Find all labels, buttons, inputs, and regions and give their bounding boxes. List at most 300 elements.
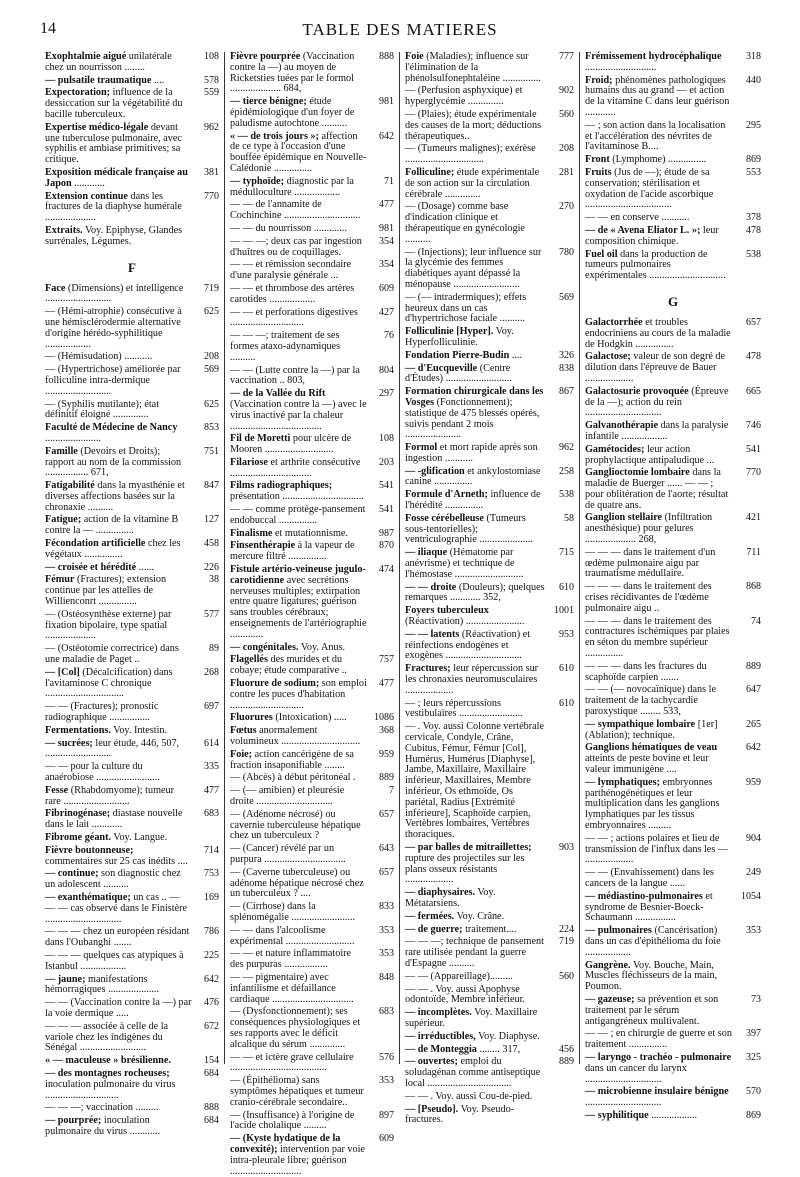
entry-page-number: 108 [204, 51, 219, 62]
index-entry [230, 643, 394, 654]
entry-page-number: 325 [746, 1051, 761, 1063]
entry-description: Voy. Crâne. [456, 910, 505, 922]
entry-heading: Fœtus [230, 725, 257, 737]
index-entry [585, 961, 761, 993]
entry-description: — — — associée à celle de la variole chez les indigènes du Sénégal .......................... [45, 1020, 169, 1054]
index-entry [45, 610, 219, 642]
entry-heading: Filariose [230, 456, 268, 468]
entry-text [585, 685, 734, 717]
index-entry [405, 490, 574, 512]
entry-description: son diagnostic chez un adolescent .......... [45, 868, 181, 891]
entry-description: inoculation pulmonaire du virus ............................. [45, 1078, 176, 1101]
entry-page-number: 1054 [741, 890, 761, 902]
entry-description: et troubles endocriniens au cours de la maladie de Hodgkin ............... [585, 316, 731, 350]
entry-heading: — irréductibles, [405, 1030, 476, 1042]
index-entry [45, 1069, 219, 1101]
index-entry [45, 52, 219, 74]
entry-page-number: 326 [559, 349, 574, 361]
entry-heading: Finalisme [230, 527, 273, 539]
entry-page-number: 684 [204, 1067, 219, 1079]
index-entry [230, 224, 394, 235]
entry-heading: — laryngo - trachéo - pulmonaire [585, 1051, 732, 1063]
entry-text [405, 443, 547, 465]
entry-text [405, 937, 547, 969]
entry-description: (Lymphome) ............... [612, 154, 707, 166]
entry-page-number: 295 [746, 119, 761, 131]
entry-text [405, 925, 547, 936]
index-entry [230, 541, 394, 563]
entry-description: — (Syphilis mutilante); état définitif éloigné .............. [45, 398, 160, 421]
entry-heading: — — latents [405, 628, 460, 640]
index-entry [45, 644, 219, 666]
entry-page-number: 889 [559, 1056, 574, 1068]
entry-text [45, 644, 192, 666]
entry-page-number: 397 [746, 1028, 761, 1040]
entry-text [405, 1045, 547, 1056]
entry-page-number: 657 [379, 808, 394, 820]
entry-text [45, 893, 192, 925]
entry-text [585, 168, 734, 211]
index-entry [230, 926, 394, 948]
index-entry [585, 213, 761, 224]
entry-description: son emploi contre les puces d'habitation ............................. [230, 678, 367, 711]
entry-page-number: 353 [379, 924, 394, 936]
entry-heading: — pourprée; [45, 1115, 102, 1127]
entry-page-number: 559 [204, 87, 219, 99]
entry-page-number: 643 [379, 843, 394, 855]
entry-page-number: 478 [746, 224, 761, 236]
entry-page-number: 770 [204, 190, 219, 202]
index-entry [45, 123, 219, 166]
entry-description: — — (Appareillage)......... [405, 970, 513, 982]
entry-page-number: 746 [746, 420, 761, 432]
entry-page-number: 751 [204, 445, 219, 457]
entry-heading: — exanthématique; [45, 891, 131, 903]
entry-text [45, 168, 192, 190]
entry-heading: Galvanothérapie [585, 420, 659, 432]
entry-text [230, 949, 367, 971]
entry-description: — — —; technique de pansement rare utilisée pendant la guerre d'Espagne .......... [405, 936, 544, 969]
entry-description: dans la maladie de Buerger ...... — — ; pour oblitération de l'aorte; résultat de quatre ans. [585, 467, 729, 511]
index-entry [405, 722, 574, 841]
index-entry [45, 447, 219, 479]
entry-text [405, 630, 547, 662]
index-entry [405, 443, 574, 465]
index-entry [585, 892, 761, 924]
entry-description: à la vapeur de mercure filtré ............... [230, 540, 355, 563]
index-entry [230, 1134, 394, 1177]
entry-heading: Expectoration; [45, 87, 111, 99]
entry-description: — — . Voy. aussi Cou-de-pied. [405, 1090, 533, 1102]
entry-description: action cancérigène de sa fraction insaponifiable ........ [230, 748, 354, 771]
entry-text [230, 1076, 367, 1108]
entry-description: — (— intradermiques); effets heureux dans un cas d'hypertrichose faciale .......... [405, 291, 527, 325]
index-entry [405, 583, 574, 605]
entry-page-number: 753 [204, 868, 219, 880]
entry-heading: Extraits. [45, 224, 83, 236]
entry-heading: — (Kyste hydatique de la convexité); [230, 1133, 341, 1155]
entry-text [230, 200, 367, 222]
entry-text [45, 1103, 192, 1114]
entry-description: — — dans l'alcoolisme expérimental ........................... [230, 924, 355, 947]
entry-page-number: 208 [559, 143, 574, 155]
index-entry [585, 685, 761, 717]
entry-text [45, 515, 192, 537]
index-entry [405, 364, 574, 386]
entry-description: — (Tumeurs malignes); exérèse ............................... [405, 143, 536, 166]
section-letter: G [667, 293, 679, 309]
entry-description: .... [153, 74, 165, 86]
entry-description: Voy. Langue. [113, 832, 168, 843]
entry-page-number: 962 [559, 442, 574, 454]
index-entry [230, 284, 394, 306]
entry-description: (Dimensions) et intelligence .......................... [45, 282, 184, 305]
entry-text [45, 998, 192, 1020]
entry-description: leur étude, 446, 507, .......................... [45, 737, 180, 760]
index-entry [405, 888, 574, 910]
entry-page-number: 780 [559, 246, 574, 258]
entry-page-number: 889 [746, 660, 761, 672]
index-entry [230, 810, 394, 842]
entry-page-number: 478 [746, 351, 761, 363]
entry-description: (Vaccination contre la —) avec le virus inactivé par la chaleur .................................... [230, 398, 367, 432]
entry-page-number: 577 [204, 608, 219, 620]
entry-description: un cas .. — — — cas observé dans le Finistère .............................. [45, 891, 188, 925]
entry-text [585, 743, 734, 775]
entry-description: Voy. Intestin. [113, 724, 168, 736]
entry-text [405, 110, 547, 142]
index-entry [405, 248, 574, 291]
entry-description: (Décalcification) dans l'avitaminose C chronique ............................... [45, 666, 173, 700]
index-entry [230, 973, 394, 1005]
entry-text [45, 833, 192, 844]
entry-description: — (Abcès) à début péritonéal . [230, 772, 356, 784]
entry-heading: Ganglioctomie lombaire [585, 467, 690, 479]
entry-text [45, 52, 192, 74]
entry-page-number: 889 [379, 772, 394, 784]
entry-text [45, 846, 192, 868]
index-entry [585, 121, 761, 153]
entry-text [230, 773, 367, 784]
entry-description: leur composition chimique. [585, 224, 719, 247]
index-entry [45, 809, 219, 831]
entry-heading: Front [585, 154, 610, 166]
entry-text [405, 1092, 547, 1103]
index-entry [405, 912, 574, 923]
entry-heading: — [Col] [45, 666, 80, 678]
index-entry [45, 975, 219, 997]
entry-description: (Douleurs); quelques remarques ............ 352, [405, 581, 545, 604]
entry-text [45, 1069, 192, 1101]
entry-description: Voy. Epiphyse, Glandes surrénales, Légumes. [45, 224, 183, 247]
index-entry [230, 773, 394, 784]
entry-text [45, 726, 192, 737]
index-entry [585, 513, 761, 545]
entry-text [405, 52, 547, 84]
entry-heading: — syphilitique [585, 1109, 649, 1121]
index-entry [230, 177, 394, 199]
entry-page-number: 297 [379, 388, 394, 400]
entry-description: commentaires sur 25 cas inédits .... [45, 855, 188, 867]
index-entry [585, 421, 761, 443]
entry-description: — (Dysfonctionnement); ses conséquences physiologiques et ses rapports avec le déficit alcalique du sérum .............. [230, 1006, 361, 1050]
entry-description: [1er] (Ablation); technique. [585, 718, 718, 741]
entry-text [585, 995, 734, 1027]
entry-text [405, 86, 547, 108]
entry-heading: — tierce bénigne; [230, 96, 307, 108]
entry-heading: Fondation Pierre-Budin [405, 349, 510, 361]
entry-page-number: 870 [379, 540, 394, 552]
entry-text [230, 308, 367, 330]
entry-description: traitement.... [465, 923, 517, 935]
entry-page-number: 569 [559, 291, 574, 303]
entry-description: — (Insuffisance) à l'origine de l'acide cholalique ......... [230, 1109, 355, 1132]
entry-heading: Fatigue; [45, 514, 82, 526]
index-entry [405, 972, 574, 983]
entry-description: sa prévention et son traitement par le sérum antigangréneux multivalent. [585, 993, 719, 1027]
entry-text [585, 778, 734, 832]
entry-description: — (Ostéosynthèse externe) par fixation bipolaire, type spatial .................... [45, 608, 172, 642]
entry-text [45, 739, 192, 761]
entry-text [230, 868, 367, 900]
entry-text [45, 539, 192, 561]
index-entry [230, 1053, 394, 1075]
entry-heading: Finsenthérapie [230, 540, 296, 552]
index-entry [230, 237, 394, 259]
index-entry [585, 1111, 761, 1122]
entry-description: — (Épithélioma) sans symptômes hépatiques et tumeur cranio-cérébrale secondaire.. [230, 1075, 364, 1108]
entry-page-number: 208 [204, 351, 219, 363]
entry-heading: Formation chirurgicale dans les Vosges [405, 386, 544, 408]
entry-description: dans la myasthénie et diverses affections basées sur la chronaxie .......... [45, 480, 185, 513]
index-entry [405, 1008, 574, 1030]
entry-description: — (Injections); leur influence sur la glycémie des femmes diabétiques ayant dépassé la ménopause .......................... [405, 246, 542, 290]
entry-description: et mort rapide après son ingestion ........... [405, 442, 538, 464]
entry-heading: « — de trois jours »; [230, 130, 319, 142]
entry-text [230, 844, 367, 866]
entry-description: — (Perfusion asphyxique) et hyperglycémie .............. [405, 85, 523, 108]
entry-page-number: 353 [379, 1075, 394, 1087]
entry-heading: — continue; [45, 868, 99, 880]
entry-text [405, 467, 547, 489]
entry-text [45, 809, 192, 831]
entry-text [405, 548, 547, 580]
index-entry [230, 529, 394, 540]
entry-page-number: 476 [204, 997, 219, 1009]
index-entry [45, 893, 219, 925]
index-entry [405, 514, 574, 546]
index-entry [405, 699, 574, 721]
entry-heading: Faculté de Médecine de Nancy [45, 422, 178, 434]
entry-heading: — de guerre; [405, 923, 463, 935]
entry-text [230, 1134, 367, 1177]
entry-page-number: 477 [204, 784, 219, 796]
entry-page-number: 76 [384, 330, 394, 342]
entry-description: étude épidémiologique d'un foyer de paludisme autochtone .......... [230, 96, 355, 129]
entry-page-number: 477 [379, 678, 394, 690]
entry-page-number: 853 [204, 422, 219, 434]
entry-text [585, 662, 734, 684]
entry-heading: — fermées. [405, 910, 455, 922]
entry-description: — — et ictère grave cellulaire ...................................... [230, 1051, 354, 1074]
entry-page-number: 108 [379, 433, 394, 445]
entry-text [405, 583, 547, 605]
entry-heading: Extension continue [45, 190, 128, 202]
entry-description: et syndrome de Besnier-Boeck-Schaumann ................ [585, 890, 713, 924]
index-entry [45, 539, 219, 561]
index-entry [45, 1022, 219, 1054]
entry-heading: Foie [405, 51, 424, 62]
entry-description: présentation ................................ [230, 491, 364, 503]
entry-text [585, 1087, 734, 1109]
entry-text [585, 961, 734, 993]
entry-description: ............ [74, 177, 105, 189]
index-entry [45, 400, 219, 422]
index-entry [405, 664, 574, 696]
entry-description: pour ulcère de Mooren ........................... [230, 433, 352, 456]
index-entry [45, 481, 219, 513]
entry-heading: — pulmonaires [585, 925, 652, 937]
index-entry [585, 318, 761, 350]
entry-description: influence de la dessiccation sur la végétabilité du bacille tuberculeux. [45, 87, 183, 120]
index-entry [405, 925, 574, 936]
entry-page-number: 888 [204, 1102, 219, 1114]
entry-description: (Fonctionnement); statistique de 475 blessés opérés, suivis pendant 2 mois ...................... [405, 396, 540, 441]
index-entry [45, 515, 219, 537]
entry-page-number: 642 [379, 130, 394, 142]
entry-description: — ; son action dans la localisation et l'accélération des névrites de l'avitaminose B.... [585, 119, 726, 153]
index-entry [585, 168, 761, 211]
entry-text [230, 177, 367, 199]
index-entry [230, 132, 394, 175]
entry-page-number: 981 [379, 222, 394, 234]
index-entry [230, 1007, 394, 1050]
entry-text [585, 926, 734, 958]
index-entry [585, 52, 761, 74]
entry-page-number: 560 [559, 970, 574, 982]
index-entry [405, 843, 574, 886]
entry-text [230, 224, 367, 235]
entry-text [45, 563, 192, 574]
index-entry [230, 713, 394, 724]
entry-description: inoculation pulmonaire du virus ............ [45, 1115, 161, 1137]
entry-page-number: 610 [559, 697, 574, 709]
index-entry [405, 327, 574, 349]
entry-heading: Gangrène. [585, 959, 631, 971]
entry-page-number: 541 [379, 480, 394, 492]
entry-description: et ankylostomiase canine ............... [405, 465, 541, 488]
entry-heading: Fuel oil [585, 248, 618, 260]
entry-heading: « — maculeuse » brésilienne. [45, 1055, 171, 1067]
entry-description: — — pour la culture du anaérobiose ......................... [45, 761, 160, 784]
entry-text [405, 168, 547, 200]
entry-text [230, 481, 367, 503]
entry-page-number: 440 [746, 74, 761, 86]
entry-text [585, 445, 734, 467]
entry-heading: Ganglion stellaire [585, 512, 663, 524]
index-entry [45, 563, 219, 574]
entry-page-number: 804 [379, 364, 394, 376]
entry-description: — — et perforations digestives ............................. [230, 306, 358, 329]
index-entry [45, 284, 219, 306]
entry-text [585, 720, 734, 742]
entry-text [230, 366, 367, 388]
entry-description: (Tumeurs sous-tentorielles); ventriculographie ..................... [405, 512, 533, 546]
entry-description: (Cancérisation) dans un cas d'épithélioma du foie .................. [585, 925, 721, 958]
entry-page-number: 427 [379, 306, 394, 318]
index-entry [45, 786, 219, 808]
entry-page-number: 570 [746, 1086, 761, 1098]
entry-page-number: 959 [746, 776, 761, 788]
entry-text [230, 902, 367, 924]
entry-heading: — croisée et hérédité [45, 561, 137, 573]
entry-heading: Fistule artério-veineuse jugulo-carotidienne [230, 564, 366, 586]
entry-description: (Vaccination contre la —) au moyen de Ricketsties tuées par le formol .................... 684, [230, 51, 355, 95]
entry-description: leur répercussion sur les chronaxies neuromusculaires ................... [405, 663, 539, 696]
entry-page-number: 38 [209, 574, 219, 586]
entry-heading: — diaphysaires. [405, 887, 476, 899]
entry-description: des murides et du cobaye; étude comparative .. [230, 654, 347, 677]
entry-text [585, 318, 734, 350]
entry-page-number: 902 [559, 85, 574, 97]
entry-heading: Fesse [45, 784, 69, 796]
entry-page-number: 7 [389, 785, 394, 797]
index-entry [230, 949, 394, 971]
entry-text [230, 389, 367, 432]
page-title: TABLE DES MATIERES [302, 20, 498, 39]
entry-text [230, 132, 367, 175]
entry-page-number: 647 [746, 684, 761, 696]
index-entry [45, 726, 219, 737]
index-entry [230, 1076, 394, 1108]
index-entry [585, 995, 761, 1027]
entry-text [585, 387, 734, 419]
entry-text [230, 434, 367, 456]
entry-description: chez les végétaux ............... [45, 538, 181, 560]
index-entry [585, 720, 761, 742]
entry-text [405, 1105, 547, 1127]
entry-page-number: 672 [204, 1020, 219, 1032]
entry-page-number: 71 [384, 175, 394, 187]
index-entry [405, 1105, 574, 1127]
index-entry [45, 423, 219, 445]
entry-description: Voy. Pseudo-fractures. [405, 1103, 515, 1126]
entry-page-number: 786 [204, 926, 219, 938]
entry-heading: — de la Vallée du Rift [230, 388, 326, 400]
index-columns [40, 51, 766, 1177]
entry-heading: Galactorrhée [585, 316, 643, 328]
entry-page-number: 777 [559, 51, 574, 62]
entry-description: (Rhabdomyome); tumeur rare .......................... [45, 784, 175, 807]
entry-page-number: 657 [746, 316, 761, 328]
entry-page-number: 642 [746, 742, 761, 754]
entry-page-number: 270 [559, 201, 574, 213]
index-entry [585, 548, 761, 580]
entry-page-number: 683 [379, 1006, 394, 1018]
entry-description: — — (Lutte contre la —) par la vaccination .. 803, [230, 364, 360, 387]
index-entry [45, 846, 219, 868]
entry-description: — — et thrombose des artères carotides .................. [230, 282, 355, 305]
entry-page-number: 642 [204, 973, 219, 985]
entry-page-number: 867 [559, 386, 574, 398]
entry-text [230, 505, 367, 527]
entry-text [45, 575, 192, 607]
entry-heading: — [Pseudo]. [405, 1103, 459, 1115]
entry-text [405, 888, 547, 910]
entry-description: — — ; en chirurgie de guerre et son traitement ............... [585, 1028, 732, 1051]
page-number: 14 [40, 20, 56, 37]
index-entry [585, 1053, 761, 1085]
